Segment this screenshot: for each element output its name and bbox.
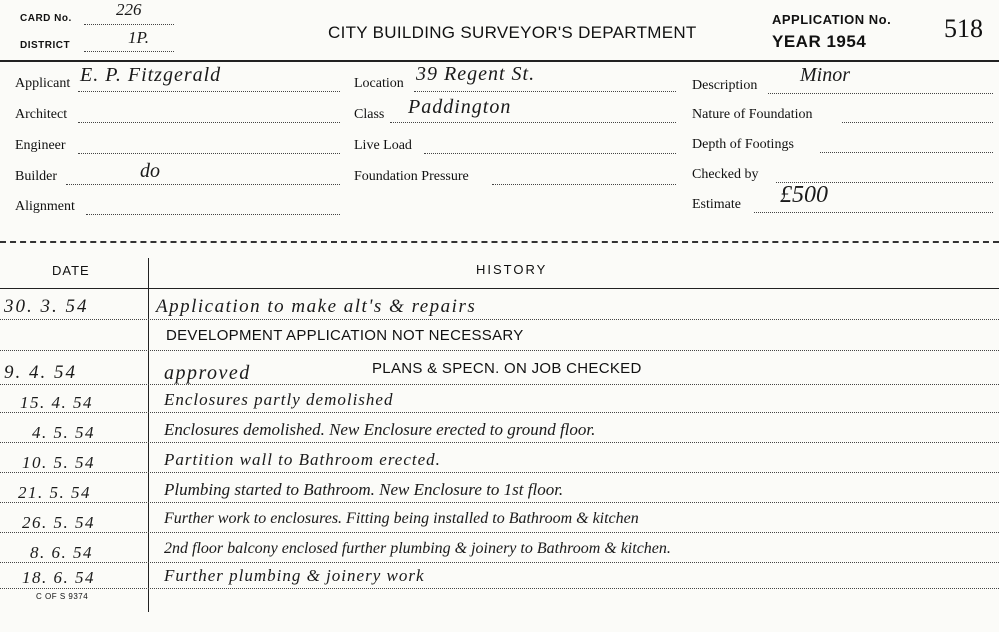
estimate-line (754, 212, 993, 213)
history-line-6 (0, 472, 999, 473)
depth-of-footings-label: Depth of Footings (692, 137, 794, 152)
builder-value: do (140, 160, 160, 182)
history-row-9-text: 2nd floor balcony enclosed further plumbing & joinery to Bathroom & kitchen. (164, 540, 671, 557)
district-line (84, 51, 174, 52)
builder-line (66, 184, 340, 185)
foundation-pressure-label: Foundation Pressure (354, 169, 469, 184)
date-column-divider (148, 258, 149, 612)
history-row-1-date: 30. 3. 54 (4, 296, 89, 317)
history-line-9 (0, 562, 999, 563)
location-label: Location (354, 76, 404, 91)
nature-of-foundation-line (842, 122, 993, 123)
location-value: 39 Regent St. (416, 63, 536, 85)
description-value: Minor (800, 64, 850, 86)
architect-line (78, 122, 340, 123)
live-load-label: Live Load (354, 138, 412, 153)
history-row-7-text: Plumbing started to Bathroom. New Enclosure to 1st floor. (164, 480, 564, 499)
history-row-1-text: Application to make alt's & repairs (156, 296, 477, 317)
history-line-1 (0, 319, 999, 320)
nature-of-foundation-label: Nature of Foundation (692, 107, 813, 122)
engineer-line (78, 153, 340, 154)
department-title: CITY BUILDING SURVEYOR'S DEPARTMENT (328, 23, 697, 42)
alignment-line (86, 214, 340, 215)
checked-by-label: Checked by (692, 167, 759, 182)
history-row-5-date: 4. 5. 54 (32, 423, 95, 442)
fields-divider (0, 241, 999, 243)
estimate-label: Estimate (692, 197, 741, 212)
architect-label: Architect (15, 107, 68, 122)
history-row-2-text: DEVELOPMENT APPLICATION NOT NECESSARY (166, 327, 524, 344)
estimate-value: £500 (780, 182, 828, 208)
history-row-5-text: Enclosures demolished. New Enclosure erected to ground floor. (164, 420, 596, 439)
class-value: Paddington (408, 96, 512, 118)
history-column-header: HISTORY (476, 262, 548, 277)
applicant-label: Applicant (15, 76, 71, 91)
class-line (390, 122, 676, 123)
history-line-5 (0, 442, 999, 443)
description-line (768, 93, 993, 94)
history-row-3-text: approved (164, 362, 251, 384)
date-column-header: DATE (52, 263, 90, 278)
card-no-line (84, 24, 174, 25)
history-line-2 (0, 350, 999, 351)
live-load-line (424, 153, 676, 154)
applicant-value: E. P. Fitzgerald (80, 64, 222, 86)
history-row-8-date: 26. 5. 54 (22, 513, 95, 532)
district-value: 1P. (128, 28, 149, 47)
history-row-8-text: Further work to enclosures. Fitting being installed to Bathroom & kitchen (164, 510, 639, 527)
history-line-10 (0, 588, 999, 589)
engineer-label: Engineer (15, 138, 66, 153)
history-line-7 (0, 502, 999, 503)
application-no-label: APPLICATION No. (772, 12, 892, 27)
application-no-value: 518 (944, 14, 983, 43)
history-row-4-text: Enclosures partly demolished (164, 390, 394, 409)
foundation-pressure-line (492, 184, 676, 185)
depth-of-footings-line (820, 152, 993, 153)
history-row-9-date: 8. 6. 54 (30, 543, 93, 562)
history-line-8 (0, 532, 999, 533)
header-divider (0, 60, 999, 62)
history-row-6-text: Partition wall to Bathroom erected. (164, 450, 441, 469)
alignment-label: Alignment (15, 199, 75, 214)
history-row-10-date: 18. 6. 54 (22, 568, 95, 587)
builder-label: Builder (15, 169, 57, 184)
location-line (414, 91, 676, 92)
history-row-10-text: Further plumbing & joinery work (164, 566, 425, 585)
history-row-3-stamp: PLANS & SPECN. ON JOB CHECKED (372, 360, 642, 377)
card-no-value: 226 (116, 0, 142, 19)
year-label: YEAR 1954 (772, 32, 867, 51)
history-row-7-date: 21. 5. 54 (18, 483, 91, 502)
description-label: Description (692, 78, 758, 93)
history-row-4-date: 15. 4. 54 (20, 393, 93, 412)
district-label: DISTRICT (20, 40, 71, 51)
history-header-rule (0, 288, 999, 289)
history-line-4 (0, 412, 999, 413)
class-label: Class (354, 107, 385, 122)
history-row-3-date: 9. 4. 54 (4, 362, 77, 383)
history-row-6-date: 10. 5. 54 (22, 453, 95, 472)
history-line-3 (0, 384, 999, 385)
print-code: C OF S 9374 (36, 592, 89, 601)
applicant-line (78, 91, 340, 92)
card-no-label: CARD No. (20, 13, 72, 24)
